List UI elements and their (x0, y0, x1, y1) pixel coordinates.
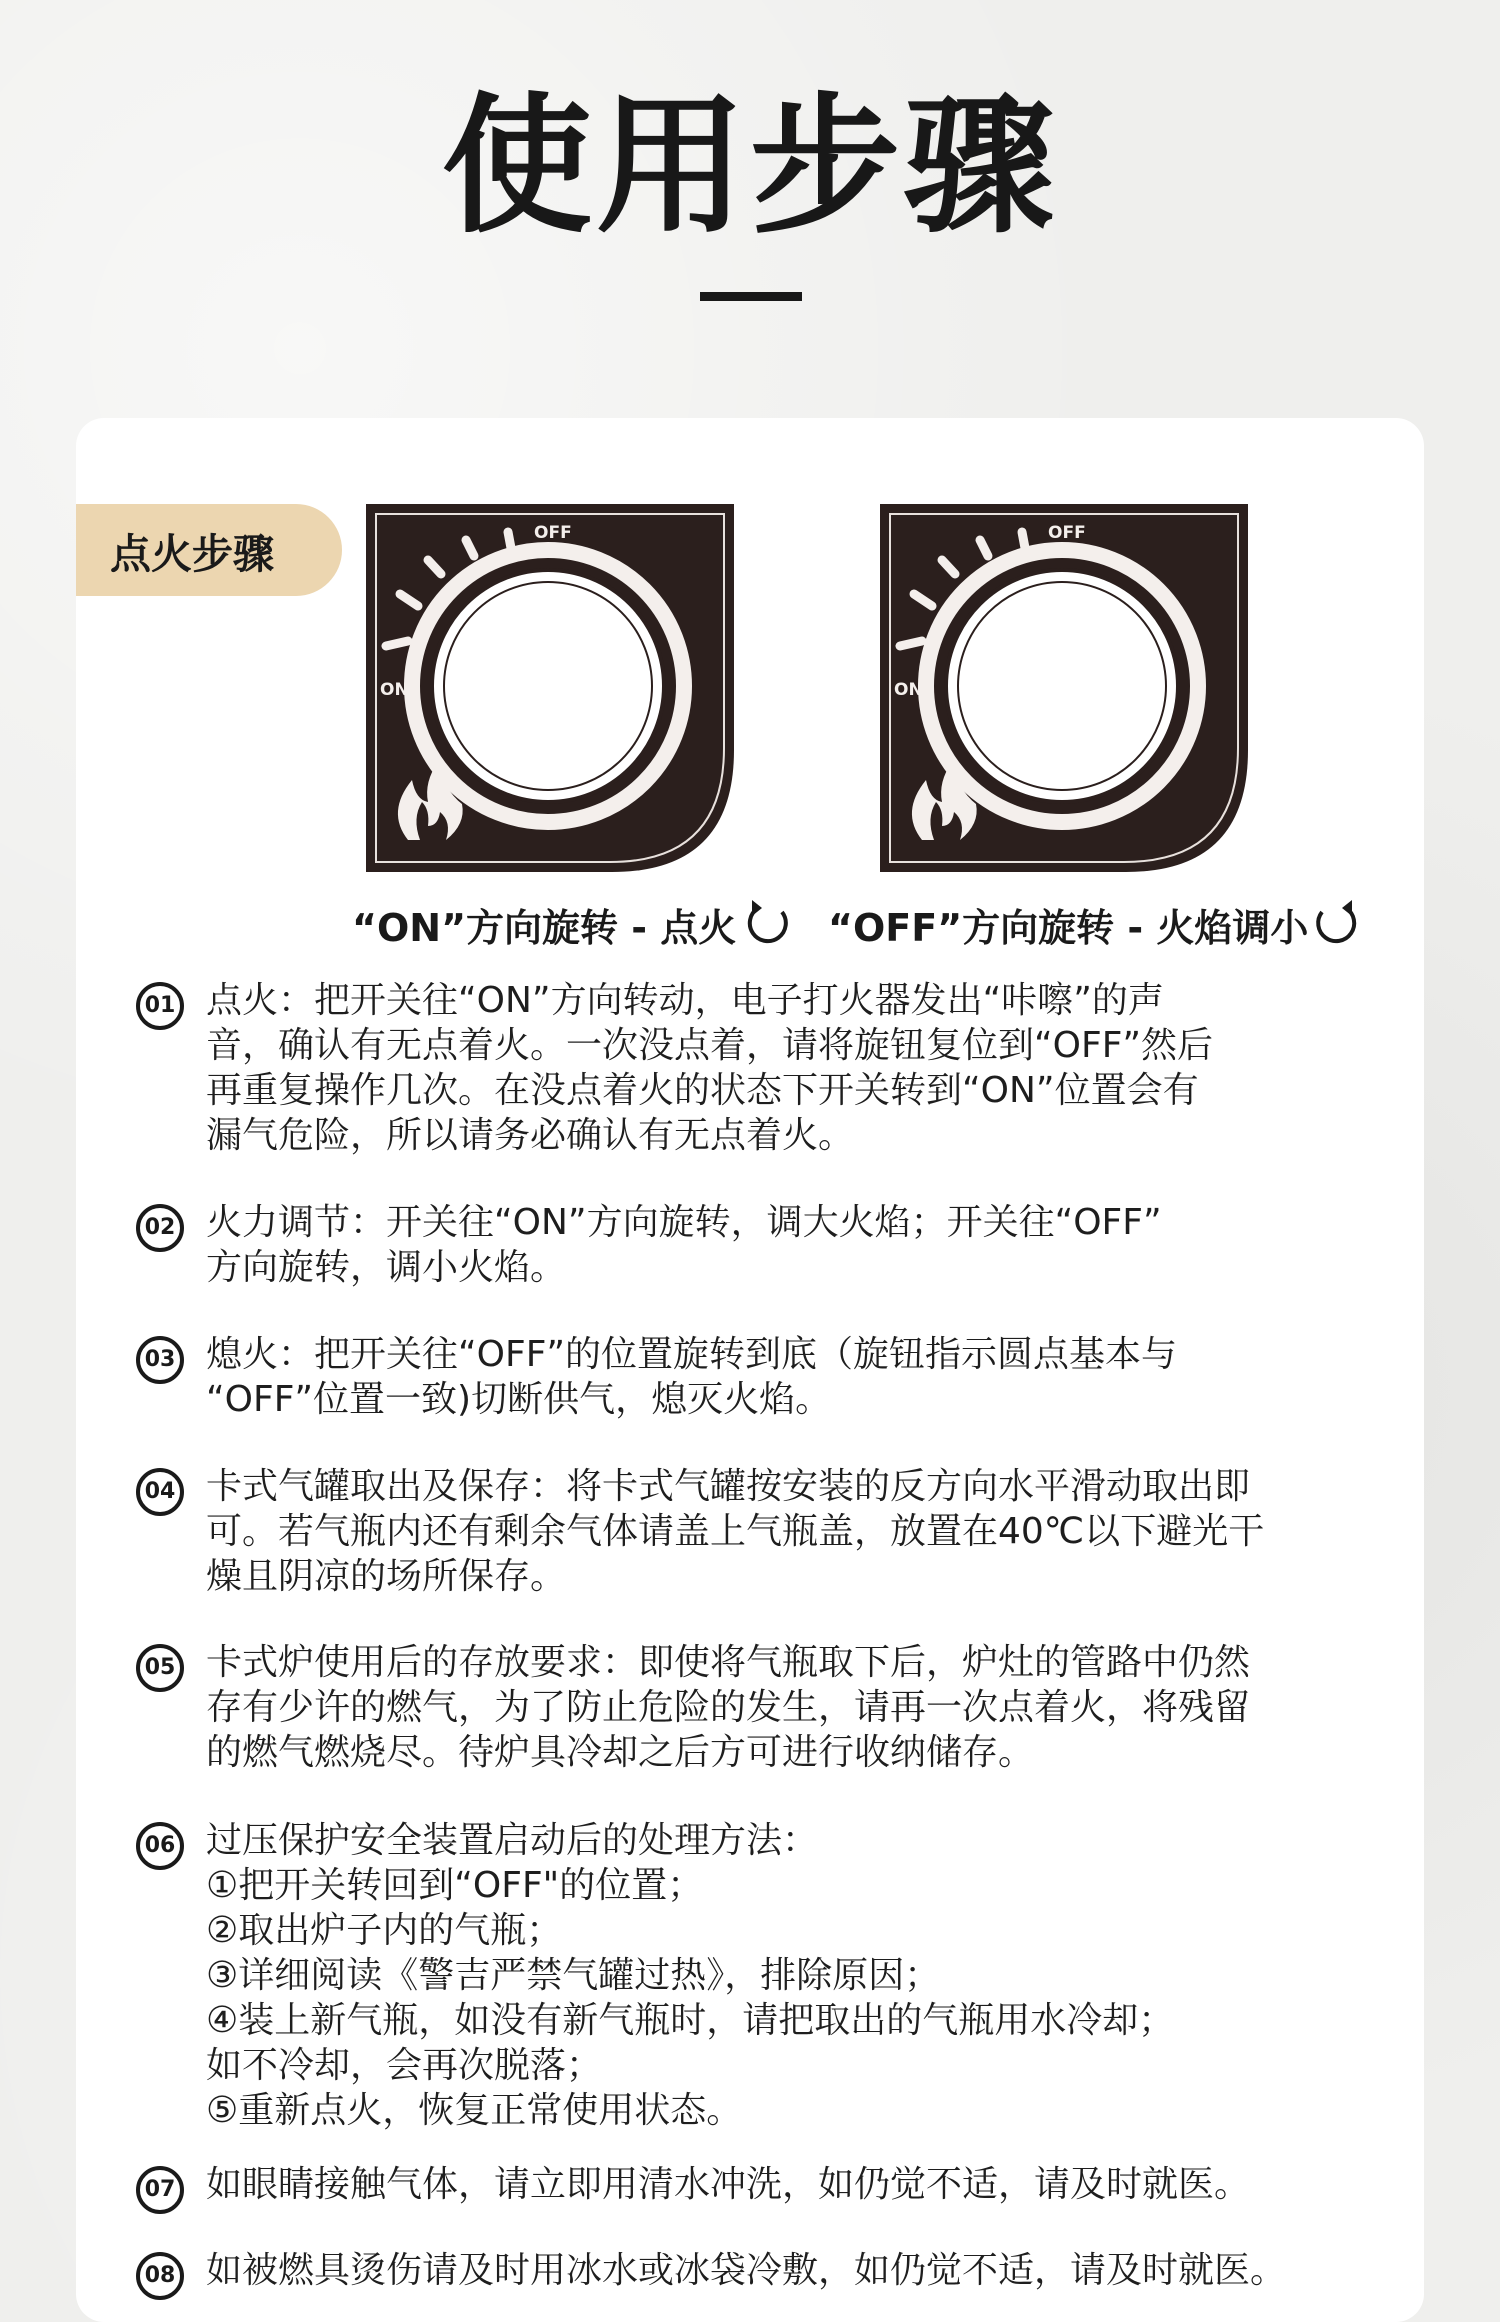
title-underline (700, 292, 802, 301)
step-number: 05 (136, 1644, 184, 1692)
knob-caption-off (828, 896, 1366, 952)
step-text: 过压保护安全装置启动后的处理方法： ①把开关转回到“OFF"的位置； ②取出炉子内的气瓶； ③详细阅读《警吉严禁气罐过热》，排除原因； ④装上新气瓶，如没有新气瓶时，请把取出的气瓶用水冷却； 如不冷却，会再次脱落； ⑤重新点火，恢复正常使用状态。 (206, 1820, 1175, 2131)
section-tag (76, 504, 342, 596)
step-text: 卡式炉使用后的存放要求：即使将气瓶取下后，炉灶的管路中仍然 存有少许的燃气，为了防止危险的发生，请再一次点着火，将残留 的燃气燃烧尽。待炉具冷却之后方可进行收纳储存。 (206, 1642, 1251, 1773)
caption-text: “ON”方向旋转 - 点火 (352, 905, 737, 950)
step-number: 08 (136, 2252, 184, 2300)
stove-knob-icon (876, 500, 1248, 872)
knob-diagram-off (876, 500, 1248, 872)
step-number: 01 (136, 982, 184, 1030)
step-text: 点火：把开关往“ON”方向转动，电子打火器发出“咔嚓”的声 音，确认有无点着火。一次没点着，请将旋钮复位到“OFF”然后 再重复操作几次。在没点着火的状态下开关转到“ON”位置会有 漏气危险，所以请务必确认有无点着火。 (206, 980, 1214, 1156)
step-number: 04 (136, 1468, 184, 1516)
on-label: ON (894, 680, 923, 700)
step-number: 07 (136, 2166, 184, 2214)
stove-knob-icon (362, 500, 734, 872)
section-tag-label: 点火步骤 (110, 529, 274, 578)
clockwise-arrow-icon (1310, 896, 1366, 952)
caption-text: “OFF”方向旋转 - 火焰调小 (828, 905, 1309, 950)
step-number: 03 (136, 1336, 184, 1384)
step-text: 火力调节：开关往“ON”方向旋转，调大火焰；开关往“OFF” 方向旋转，调小火焰。 (206, 1202, 1162, 1288)
knob-diagram-on (362, 500, 734, 872)
counterclockwise-arrow-icon (738, 896, 794, 952)
off-label: OFF (534, 523, 572, 543)
step-number: 02 (136, 1204, 184, 1252)
step-text: 熄火：把开关往“OFF”的位置旋转到底（旋钮指示圆点基本与 “OFF”位置一致)切断供气，熄灭火焰。 (206, 1334, 1178, 1420)
step-text: 如眼睛接触气体，请立即用清水冲洗，如仍觉不适，请及时就医。 (206, 2164, 1251, 2205)
step-text: 卡式气罐取出及保存：将卡式气罐按安装的反方向水平滑动取出即 可。若气瓶内还有剩余气体请盖上气瓶盖，放置在40℃以下避光干 燥且阴凉的场所保存。 (206, 1466, 1265, 1597)
on-label: ON (380, 680, 409, 700)
page-title: 使用步骤 (441, 80, 1058, 254)
off-label: OFF (1048, 523, 1086, 543)
step-number: 06 (136, 1822, 184, 1870)
step-text: 如被燃具烫伤请及时用冰水或冰袋冷敷，如仍觉不适，请及时就医。 (206, 2250, 1287, 2291)
knob-caption-on (352, 896, 794, 952)
